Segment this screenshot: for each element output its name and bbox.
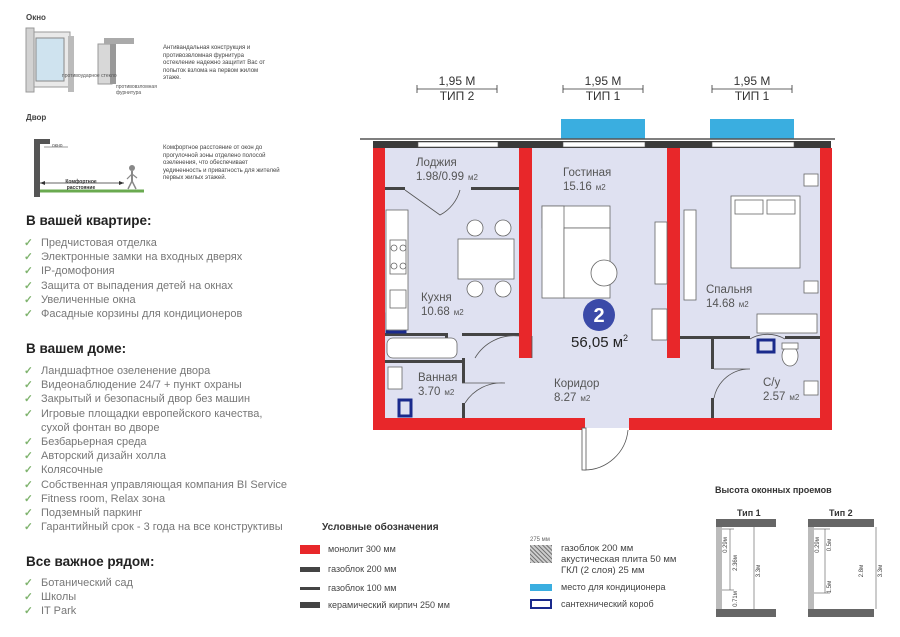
svg-text:ТИП 1: ТИП 1 bbox=[734, 89, 770, 103]
legend-swatch bbox=[300, 587, 320, 590]
legend-item-brick: керамический кирпич 250 мм bbox=[300, 600, 450, 610]
list-item: ✓ Фасадные корзины для кондиционеров bbox=[24, 307, 242, 321]
room-area-bedroom: 14.68 м2 bbox=[706, 298, 749, 310]
window-type-marker bbox=[417, 74, 497, 103]
room-name-corridor: Коридор bbox=[554, 378, 600, 390]
list-item: ✓ Безбарьерная среда bbox=[24, 435, 287, 449]
svg-text:ТИП 2: ТИП 2 bbox=[439, 89, 475, 103]
window-type1-label: Тип 1 bbox=[737, 508, 761, 518]
legend-swatch bbox=[530, 599, 552, 609]
aircon-place bbox=[561, 119, 645, 139]
window-type-marker bbox=[563, 74, 643, 103]
room-area-wc: 2.57 м2 bbox=[763, 391, 800, 403]
room-name-loggia: Лоджия bbox=[416, 157, 457, 169]
legend-item-monolith: монолит 300 мм bbox=[300, 544, 396, 554]
svg-text:0.5м: 0.5м bbox=[827, 538, 833, 552]
room-name-kitchen: Кухня bbox=[421, 292, 452, 304]
yard-section-description: Комфортное расстояние от окон до прогулочной зоны отделено полосой озеленения, что обеспечивает уединенность и приватность для жителей первых жилых этажей. bbox=[163, 145, 280, 181]
window bbox=[563, 142, 645, 147]
label-window: окно bbox=[52, 143, 63, 149]
list-item: ✓ Увеличенные окна bbox=[24, 293, 242, 307]
window-type2-diagram bbox=[808, 519, 884, 617]
list-item: ✓ Игровые площадки европейского качества, bbox=[24, 407, 287, 421]
yard-section-title: Двор bbox=[26, 113, 47, 122]
house-features-title: В вашем доме: bbox=[26, 341, 127, 356]
list-item: ✓ Закрытый и безопасный двор без машин bbox=[24, 392, 287, 406]
list-item: ✓ Ботанический сад bbox=[24, 576, 133, 590]
window bbox=[712, 142, 794, 147]
room-area-loggia: 1.98/0.99 м2 bbox=[416, 171, 478, 183]
nearby-title: Все важное рядом: bbox=[26, 554, 155, 569]
svg-text:3.3м: 3.3м bbox=[878, 564, 884, 578]
window-section-title: Окно bbox=[26, 13, 46, 22]
legend-item-gasblock-200: газоблок 200 мм bbox=[300, 564, 396, 574]
window-heights-title: Высота оконных проемов bbox=[715, 485, 832, 495]
window-type1-diagram bbox=[716, 519, 776, 617]
svg-text:ТИП 1: ТИП 1 bbox=[585, 89, 621, 103]
legend-item-gasblock-100: газоблок 100 мм bbox=[300, 583, 396, 593]
list-item: ✓ IT Park bbox=[24, 604, 133, 618]
list-item: ✓ Ландшафтное озеленение двора bbox=[24, 364, 287, 378]
room-area-bathroom: 3.70 м2 bbox=[418, 386, 455, 398]
room-name-living: Гостиная bbox=[563, 167, 612, 179]
list-item: ✓ Подземный паркинг bbox=[24, 506, 287, 520]
legend-item-duct: сантехнический короб bbox=[530, 599, 654, 609]
legend-swatch bbox=[300, 567, 320, 572]
apartment-features-title: В вашей квартире: bbox=[26, 213, 152, 228]
list-item: ✓ Колясочные bbox=[24, 463, 287, 477]
label-impact-glass: противоударное стекло bbox=[62, 73, 117, 79]
svg-text:1,95 М: 1,95 М bbox=[733, 74, 771, 88]
svg-text:0.71м: 0.71м bbox=[733, 591, 739, 607]
legend-title: Условные обозначения bbox=[322, 522, 439, 533]
window-section-description: Антивандальная конструкция и противозвломная фурнитура остекление надежно защитит Вас от попыток взлома на первом жилом этаже. bbox=[163, 45, 266, 81]
list-item: ✓ Электронные замки на входных дверях bbox=[24, 250, 242, 264]
svg-text:0.29м: 0.29м bbox=[723, 537, 729, 553]
room-area-kitchen: 10.68 м2 bbox=[421, 306, 464, 318]
room-name-bedroom: Спальня bbox=[706, 284, 753, 296]
legend-swatch-composite bbox=[530, 545, 552, 563]
svg-text:1,95 М: 1,95 М bbox=[438, 74, 476, 88]
svg-text:2.8м: 2.8м bbox=[859, 564, 865, 578]
list-item: ✓ Fitness room, Relax зона bbox=[24, 492, 287, 506]
list-item: ✓ Видеонаблюдение 24/7 + пункт охраны bbox=[24, 378, 287, 392]
svg-text:2.36м: 2.36м bbox=[733, 555, 739, 571]
label-comfort-distance: Комфортное расстояние bbox=[65, 179, 97, 191]
list-item: ✓ Гарантийный срок - 3 года на все конструктивы bbox=[24, 520, 287, 534]
svg-text:0.29м: 0.29м bbox=[815, 537, 821, 553]
rooms-count: 2 bbox=[593, 305, 605, 327]
list-item-continuation: сухой фонтан во дворе bbox=[41, 421, 160, 434]
window bbox=[418, 142, 498, 147]
svg-text:1.5м: 1.5м bbox=[827, 580, 833, 594]
total-area: 56,05 $м^2$ bbox=[571, 333, 629, 351]
window-height-diagrams bbox=[710, 515, 890, 625]
list-item: ✓ Собственная управляющая компания BI Service bbox=[24, 478, 287, 492]
window-type2-label: Тип 2 bbox=[829, 508, 853, 518]
legend-item-composite: газоблок 200 мм акустическая плита 50 мм ГКЛ (2 слоя) 25 мм bbox=[561, 543, 677, 576]
room-area-living: 15.16 м2 bbox=[563, 181, 606, 193]
list-item: ✓ Предчистовая отделка bbox=[24, 236, 242, 250]
list-item: ✓ Защита от выпадения детей на окнах bbox=[24, 279, 242, 293]
room-name-wc: С/у bbox=[763, 377, 781, 389]
list-item: ✓ Школы bbox=[24, 590, 133, 604]
window-type-marker bbox=[712, 74, 792, 103]
legend-swatch bbox=[530, 584, 552, 591]
entrance-door[interactable] bbox=[582, 428, 586, 470]
list-item: ✓ Авторский дизайн холла bbox=[24, 449, 287, 463]
composite-wall-size: 275 мм bbox=[530, 537, 550, 543]
svg-text:3.3м: 3.3м bbox=[756, 564, 762, 578]
legend-item-aircon: место для кондиционера bbox=[530, 582, 666, 592]
svg-text:1,95 М: 1,95 М bbox=[584, 74, 622, 88]
list-item: ✓ IP-домофония bbox=[24, 264, 242, 278]
legend-swatch bbox=[300, 602, 320, 608]
aircon-place bbox=[710, 119, 794, 139]
room-name-bathroom: Ванная bbox=[418, 372, 458, 384]
label-anti-burglary-fittings: противовзломная фурнитура bbox=[116, 84, 157, 96]
legend-swatch bbox=[300, 545, 320, 554]
room-area-corridor: 8.27 м2 bbox=[554, 392, 591, 404]
